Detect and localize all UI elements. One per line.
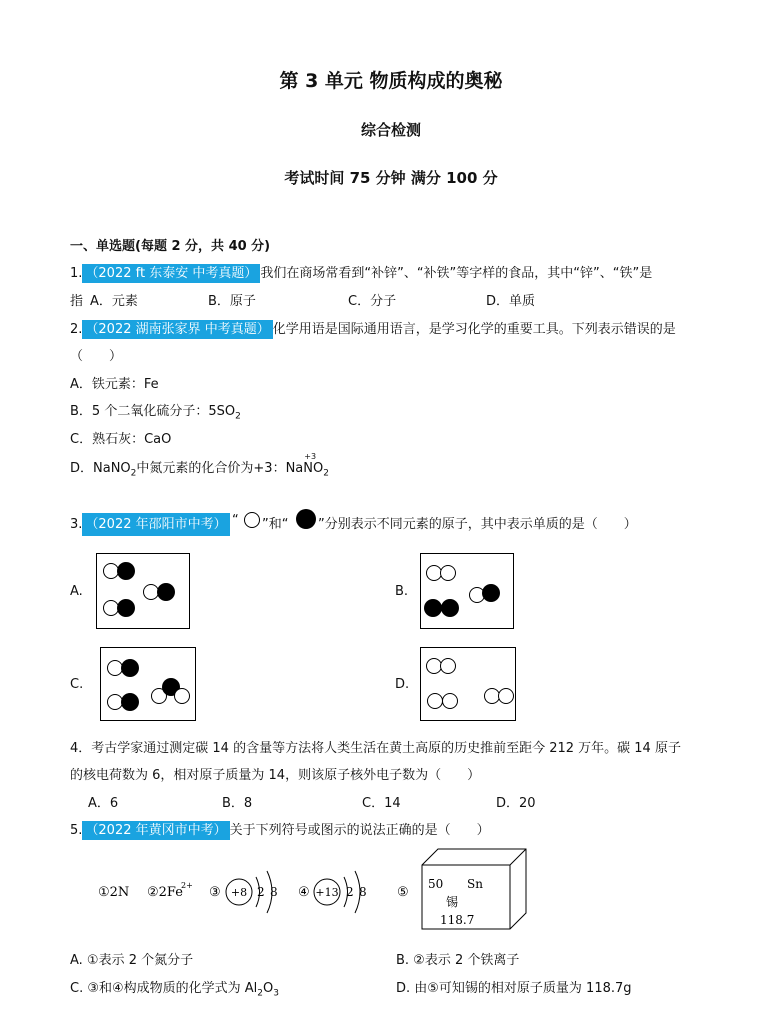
tin-symbol: Sn [467,877,483,891]
question-number: 3. [70,517,83,532]
question-1 [70,262,652,281]
shell-2-electrons: 8 [359,885,367,899]
black-atom-icon [117,599,135,617]
q1-option-d[interactable]: D．单质 [486,294,536,309]
black-atom-icon [296,509,316,529]
q2-option-a[interactable]: A．铁元素：Fe [70,377,159,392]
q2-option-c[interactable]: C．熟石灰：CaO [70,432,172,447]
valence-mark: +3 [304,452,317,461]
question-2 [70,318,676,337]
q4-option-d[interactable]: D．20 [496,796,536,811]
tin-name: 锡 [446,895,459,909]
q2-option-d[interactable]: D．NaNO$_2$中氮元素的化合价为+3：NaN +3 $O_2$ [70,452,329,479]
white-atom-icon [440,565,456,581]
q3-option-b-diagram[interactable] [420,553,514,629]
white-atom-icon [498,688,514,704]
black-atom-icon [121,659,139,677]
q5-figure [60,845,530,930]
q3-option-d-diagram[interactable] [420,647,516,721]
source-tag: （2022 年黄冈市中考） [82,821,229,840]
tin-atomic-number: 50 [428,877,444,891]
symbol-5: ⑤ [397,885,409,900]
white-atom-icon [427,693,443,709]
q3-quote-mid: ”和“ [262,517,289,532]
q3-option-c-label[interactable]: C. [70,677,84,692]
white-atom-icon [442,693,458,709]
question-stem: 化学用语是国际通用语言，是学习化学的重要工具。下列表示错误的是 [272,322,676,337]
question-stem: 我们在商场常看到“补锌”、“补铁”等字样的食品，其中“锌”、“铁”是 [260,266,653,281]
question-4-line-1: 4．考古学家通过测定碳 14 的含量等方法将人类生活在黄土高原的历史推前至距今 212 万年。碳 14 原子 [70,741,681,756]
q3-option-d-label[interactable]: D. [395,677,410,692]
black-atom-icon [121,693,139,711]
q1-stem-continued: 指 [70,294,84,309]
q5-option-b[interactable]: B. ②表示 2 个铁离子 [396,953,520,968]
nucleus-charge: +13 [315,886,339,899]
q3-option-a-label[interactable]: A. [70,584,83,599]
q4-option-b[interactable]: B．8 [222,796,253,811]
q3-option-a-diagram[interactable] [96,553,190,629]
q5-option-c[interactable]: C. ③和④构成物质的化学式为 $Al_2O_3$ [70,981,279,999]
q2-option-b[interactable]: B．5 个二氧化硫分子：$5SO_2$ [70,404,241,422]
q4-option-c[interactable]: C．14 [362,796,401,811]
nucleus-charge: +8 [230,886,248,899]
question-5 [70,819,490,838]
question-number: 2. [70,322,83,337]
q1-option-b[interactable]: B．原子 [208,294,256,309]
black-atom-icon [157,583,175,601]
black-atom-icon [424,599,442,617]
black-atom-icon [117,562,135,580]
white-atom-icon [174,688,190,704]
q3-option-c-diagram[interactable] [100,647,196,721]
tin-atomic-mass: 118.7 [440,913,475,927]
q5-option-a[interactable]: A. ①表示 2 个氮分子 [70,953,194,968]
symbol-2fe-charge: 2+ [181,881,193,890]
q1-option-c[interactable]: C．分子 [348,294,397,309]
source-tag: （2022 湖南张家界 中考真题） [82,320,272,339]
oxygen-ion-diagram [226,871,278,913]
black-atom-icon [441,599,459,617]
question-4-line-2: 的核电荷数为 6，相对原子质量为 14，则该原子核外电子数为（ ） [70,768,481,783]
white-atom-icon [244,512,260,528]
symbol-2n: ①2N [98,885,130,900]
question-number: 5. [70,823,83,838]
question-number: 1. [70,266,83,281]
tin-element-cube [422,849,526,929]
page-title: 第 3 单元 物质构成的奥秘 [279,70,503,92]
q5-option-d[interactable]: D. 由⑤可知锡的相对原子质量为 118.7g [396,981,632,996]
source-tag: （2022 年邵阳市中考） [82,513,229,536]
page-subtitle: 综合检测 [360,121,421,139]
q4-option-a[interactable]: A．6 [88,796,119,811]
section-heading: 一、单选题(每题 2 分，共 40 分) [70,239,271,254]
white-atom-icon [440,658,456,674]
symbol-2fe: ②2Fe [147,885,183,900]
q1-option-a[interactable]: A．元素 [90,294,138,309]
symbol-4: ④ [298,885,310,900]
q3-quote-open: “ [232,513,239,528]
black-atom-icon [482,584,500,602]
q3-stem: ”分别表示不同元素的原子，其中表示单质的是（ ） [318,517,637,532]
q2-answer-blank: （ ） [70,349,123,364]
symbol-3: ③ [209,885,221,900]
source-tag: （2022 ft 东泰安 中考真题） [82,264,260,283]
aluminum-ion-diagram [314,871,367,913]
question-3 [70,513,230,532]
shell-1-electrons: 2 [346,885,354,899]
shell-2-electrons: 8 [270,885,278,899]
question-stem: 关于下列符号或图示的说法正确的是（ ） [229,823,490,838]
q3-option-b-label[interactable]: B. [395,584,409,599]
shell-1-electrons: 2 [257,885,265,899]
exam-info: 考试时间 75 分钟 满分 100 分 [284,169,498,187]
